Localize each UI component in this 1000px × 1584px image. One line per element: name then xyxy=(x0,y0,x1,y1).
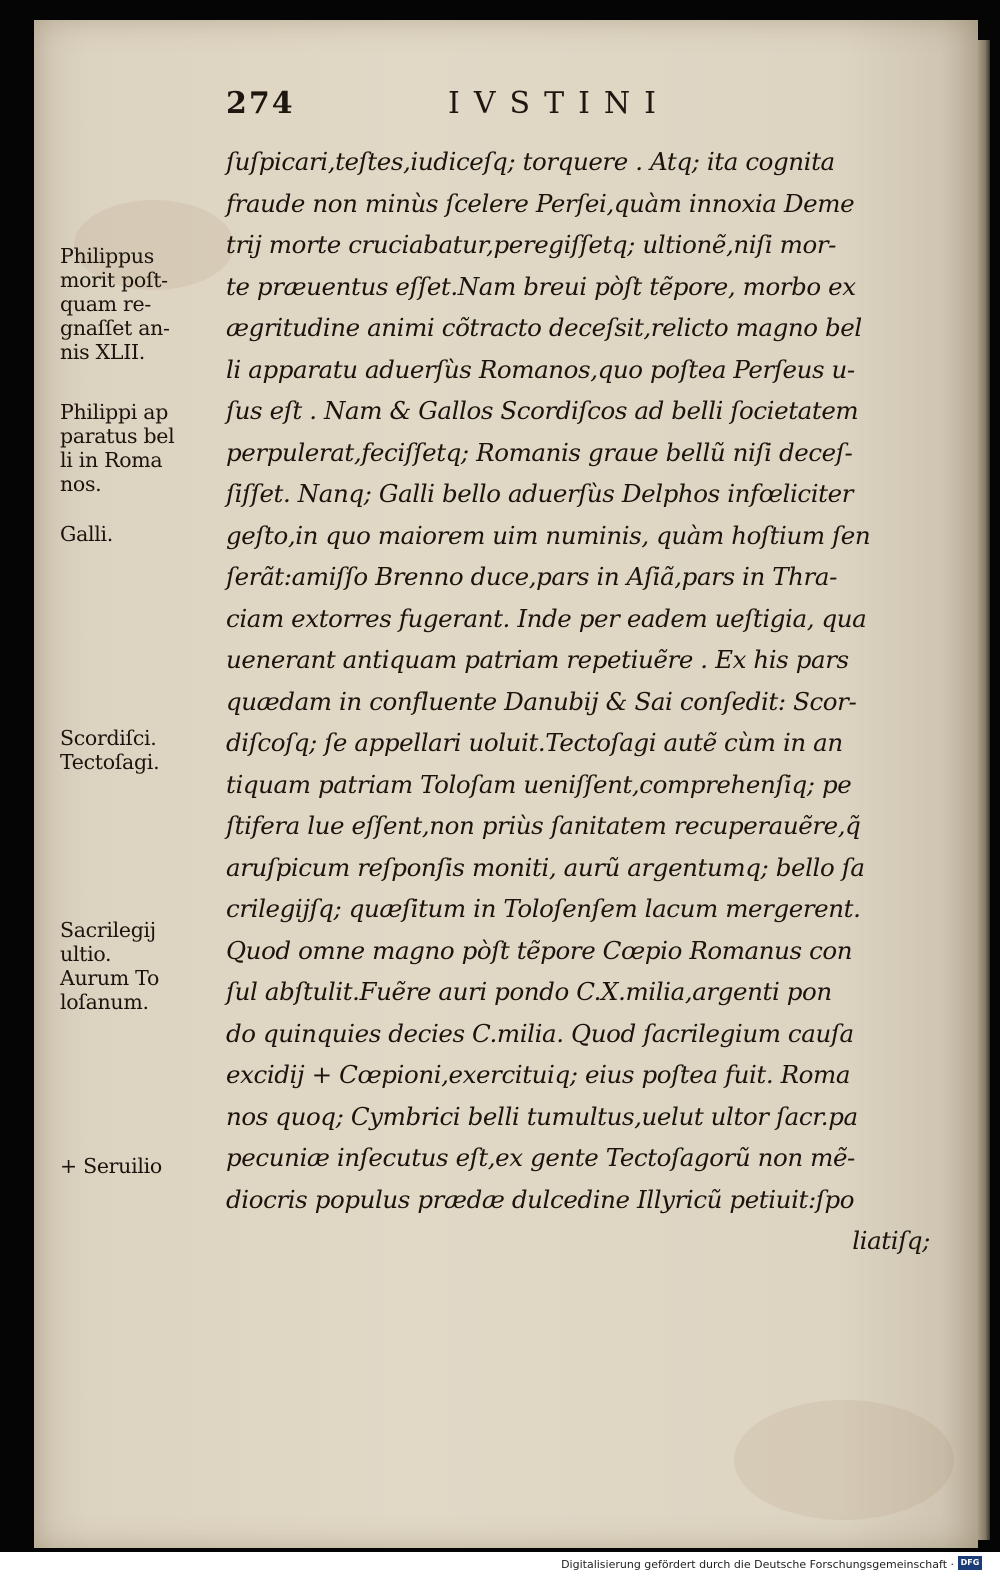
text-line: li apparatu aduerſùs Romanos,quo poſtea Perſeus u- xyxy=(226,354,855,384)
text-line: Quod omne magno pòſt tẽpore Cœpio Romanus con xyxy=(226,935,853,965)
text-line: trij morte cruciabatur,peregiſſetq; ultionẽ,niſi mor- xyxy=(226,230,837,259)
margin-note-line: morit poſt- xyxy=(60,268,168,292)
margin-note-line: + Seruilio xyxy=(60,1154,162,1178)
margin-note-philippus xyxy=(60,244,170,364)
text-line: ſul abſtulit.Fuẽre auri pondo C.X.milia,argenti pon xyxy=(226,977,832,1006)
dfg-logo: DFG xyxy=(958,1556,982,1570)
margin-note-seruilio xyxy=(60,1154,162,1178)
text-line: ſuſpicari,teſtes,iudiceſq; torquere . Atq; ita cognita xyxy=(226,147,835,176)
text-line: ſtifera lue eſſent,non priùs ſanitatem recuperauẽre,q̃ xyxy=(226,811,861,840)
paper-stain xyxy=(734,1400,954,1520)
text-line: ſerãt:amiſſo Brenno duce,pars in Aſiã,pars in Thra- xyxy=(226,562,837,591)
running-head: IVSTINI xyxy=(448,86,671,121)
text-line: te præuentus eſſet.Nam breui pòſt tẽpore, morbo ex xyxy=(226,271,856,301)
margin-note-sacrilegii xyxy=(60,918,159,1014)
funding-credit: Digitalisierung gefördert durch die Deutsche Forschungsgemeinschaft · xyxy=(561,1558,954,1571)
text-line: quædam in confluente Danubij & Sai conſedit: Scor- xyxy=(226,686,857,716)
page-header xyxy=(0,86,1000,136)
margin-note-line: Galli. xyxy=(60,522,113,546)
text-line: ſus eſt . Nam & Gallos Scordiſcos ad belli ſocietatem xyxy=(226,396,859,425)
text-line: excidij + Cœpioni,exercituiq; eius poſtea fuit. Roma xyxy=(226,1060,851,1089)
page-number: 274 xyxy=(226,86,295,121)
text-line: perpulerat,feciſſetq; Romanis graue bellũ niſi deceſ- xyxy=(226,437,853,467)
text-line: diocris populus prædæ dulcedine Illyricũ petiuit:ſpo xyxy=(226,1184,855,1214)
margin-note-line: paratus bel xyxy=(60,424,175,448)
text-line: ciam extorres fugerant. Inde per eadem ueſtigia, qua xyxy=(226,603,867,633)
text-line: nos quoq; Cymbrici belli tumultus,uelut ultor ſacr.pa xyxy=(226,1101,858,1131)
margin-note-line: Philippus xyxy=(60,244,154,268)
margin-note-scordisci xyxy=(60,726,159,774)
text-line: uenerant antiquam patriam repetiuẽre . Ex his pars xyxy=(226,645,849,674)
page-edge xyxy=(978,40,990,1540)
margin-note-line: Scordiſci. xyxy=(60,726,157,750)
text-line: pecuniæ inſecutus eſt,ex gente Tectoſagorũ non mẽ- xyxy=(226,1143,855,1172)
margin-note-line: nos. xyxy=(60,472,102,496)
margin-note-line: Philippi ap xyxy=(60,400,169,424)
margin-note-apparatus xyxy=(60,400,174,496)
text-line: fraude non minùs ſcelere Perſei,quàm innoxia Deme xyxy=(226,188,855,218)
margin-note-line: gnaſſet an- xyxy=(60,316,170,340)
main-text-block xyxy=(226,141,942,1262)
catchword: liatiſq; xyxy=(852,1226,930,1255)
text-line: ſiſſet. Nanq; Galli bello aduerſùs Delphos infœliciter xyxy=(226,479,854,508)
margin-note-line: Tectoſagi. xyxy=(60,750,160,774)
margin-note-line: loſanum. xyxy=(60,990,149,1014)
text-line: ægritudine animi cõtracto deceſsit,relicto magno bel xyxy=(226,313,862,342)
text-line: diſcoſq; ſe appellari uoluit.Tectoſagi autẽ cùm in an xyxy=(226,728,843,757)
text-line: crilegijſq; quæſitum in Toloſenſem lacum mergerent. xyxy=(226,894,861,923)
text-line: geſto,in quo maiorem uim numinis, quàm hoſtium ſen xyxy=(226,520,871,550)
margin-note-line: Sacrilegij xyxy=(60,918,156,942)
margin-note-line: quam re- xyxy=(60,292,151,316)
margin-note-line: Aurum To xyxy=(60,966,159,990)
margin-note-galli xyxy=(60,522,113,546)
margin-note-line: ultio. xyxy=(60,942,112,966)
text-line: do quinquies decies C.milia. Quod ſacrilegium cauſa xyxy=(226,1018,854,1048)
text-line: tiquam patriam Toloſam ueniſſent,comprehenſiq; pe xyxy=(226,769,852,799)
text-line: aruſpicum reſponſis moniti, aurũ argentumq; bello ſa xyxy=(226,852,865,882)
margin-note-line: nis XLII. xyxy=(60,340,146,364)
margin-note-line: li in Roma xyxy=(60,448,163,472)
